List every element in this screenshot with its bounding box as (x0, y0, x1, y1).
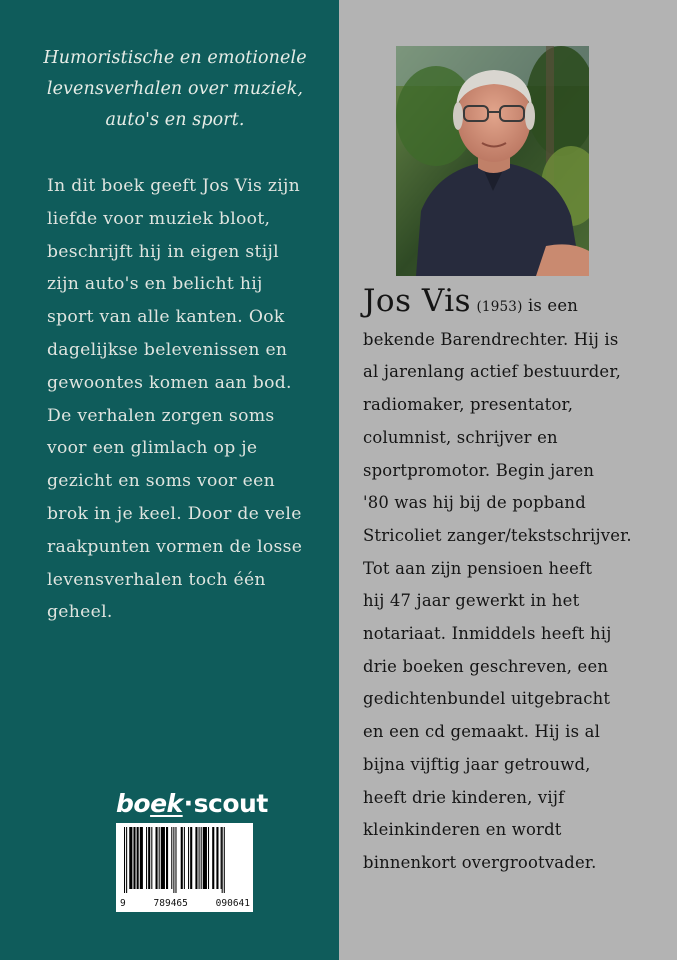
bio-line: Stricoliet zanger/tekstschrijver. (363, 525, 632, 545)
tagline-line: levensverhalen over muziek, (46, 79, 304, 99)
barcode-bar (140, 827, 143, 889)
barcode-bar (212, 827, 214, 889)
barcode-digit-group: 789465 (153, 898, 188, 909)
blurb-line: voor een glimlach op je (47, 438, 258, 459)
barcode-bar (124, 827, 125, 893)
author-birth-year: (1953) (476, 299, 523, 315)
bio-line: bijna vijftig jaar getrouwd, (363, 754, 591, 774)
blurb-line: levensverhalen toch één (47, 569, 266, 590)
barcode-bar (156, 827, 158, 889)
barcode-bar (224, 827, 225, 893)
author-bio (363, 285, 668, 880)
bio-line: notariaat. Inmiddels heeft hij (363, 624, 612, 644)
blurb-line: raakpunten vormen de losse (47, 536, 303, 557)
barcode-digit-lead: 9 (120, 898, 126, 909)
bio-line: '80 was hij bij de popband (363, 493, 586, 513)
blurb-line: brok in je keel. Door de vele (47, 503, 302, 524)
blurb-line: gewoontes komen aan bod. (47, 372, 292, 393)
bio-line: kleinkinderen en wordt (363, 820, 562, 840)
barcode-bar (173, 827, 174, 893)
barcode-bar (129, 827, 132, 889)
author-name: Jos Vis (363, 283, 472, 319)
barcode-bar (146, 827, 147, 889)
barcode-bar (201, 827, 202, 889)
book-blurb (47, 170, 332, 629)
tagline (30, 43, 320, 136)
blurb-line: gezicht en soms voor een (47, 471, 275, 492)
bio-line: sportpromotor. Begin jaren (363, 460, 595, 480)
publisher-logo-part: ek (150, 789, 183, 818)
barcode-bar (159, 827, 160, 889)
publisher-logo-part: scout (193, 789, 268, 818)
bio-line: radiomaker, presentator, (363, 395, 574, 415)
author-bio-first-line (363, 285, 668, 324)
blurb-line: In dit boek geeft Jos Vis zijn (47, 176, 301, 196)
barcode-bar (175, 827, 176, 893)
tagline-line: auto's en sport. (105, 110, 245, 130)
barcode-bar (171, 827, 172, 889)
isbn-barcode (116, 823, 253, 912)
bio-line: Tot aan zijn pensioen heeft (363, 558, 593, 578)
barcode-bar (216, 827, 218, 889)
barcode-bar (203, 827, 207, 889)
bio-line: hij 47 jaar gewerkt in het (363, 591, 580, 611)
barcode-bar (126, 827, 127, 893)
barcode-bar (151, 827, 152, 889)
blurb-line: liefde voor muziek bloot, (47, 208, 271, 229)
barcode-bar (148, 827, 150, 889)
barcode-digits (120, 898, 250, 909)
author-bio-text: is een (527, 296, 578, 315)
publisher-logo (116, 789, 268, 823)
publisher-logo-part: bo (116, 789, 151, 818)
blurb-line: dagelijkse belevenissen en (47, 339, 288, 360)
author-photo (396, 46, 589, 276)
barcode-bar (137, 827, 139, 889)
barcode-bar (199, 827, 200, 889)
barcode-bar (190, 827, 192, 889)
barcode-bar (195, 827, 197, 889)
barcode-digit-group: 090641 (215, 898, 250, 909)
barcode-bar (208, 827, 209, 889)
bio-line: en een cd gemaakt. Hij is al (363, 722, 601, 742)
blurb-line: geheel. (47, 602, 113, 623)
blurb-line: De verhalen zorgen soms (47, 405, 275, 426)
bio-line: drie boeken geschreven, een (363, 656, 609, 676)
bio-line: binnenkort overgrootvader. (363, 852, 597, 872)
bio-line: columnist, schrijver en (363, 427, 558, 447)
blurb-line: beschrijft hij in eigen stijl (47, 241, 279, 262)
bio-line: bekende Barendrechter. Hij is (363, 329, 619, 349)
barcode-bar (221, 827, 222, 889)
bio-line: gedichtenbundel uitgebracht (363, 689, 611, 709)
tagline-line: Humoristische en emotionele (43, 48, 307, 68)
blurb-line: sport van alle kanten. Ook (47, 307, 285, 328)
barcode-bar (222, 827, 223, 893)
barcode-bars (122, 827, 247, 893)
bio-line: heeft drie kinderen, vijf (363, 787, 565, 807)
barcode-bar (188, 827, 189, 889)
barcode-bar (166, 827, 168, 889)
barcode-bar (181, 827, 183, 889)
publisher-logo-dot: · (183, 789, 193, 818)
bio-line: al jarenlang actief bestuurder, (363, 362, 621, 382)
barcode-bar (133, 827, 135, 889)
barcode-bar (161, 827, 165, 889)
barcode-bar (184, 827, 185, 889)
blurb-line: zijn auto's en belicht hij (47, 274, 263, 295)
